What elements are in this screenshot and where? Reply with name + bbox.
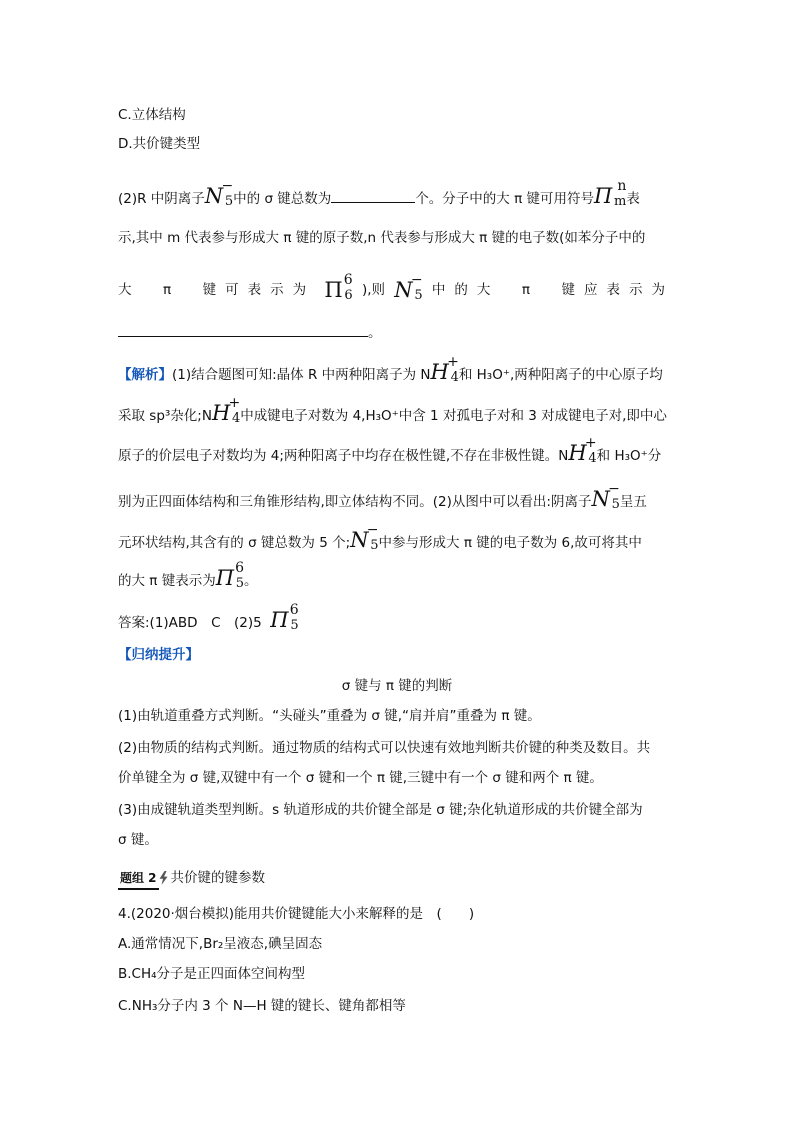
option-c: C.立体结构 <box>118 107 186 123</box>
benzene-pi-symbol: Π 6 6 <box>324 272 353 303</box>
summary-title: σ 键与 π 键的判断 <box>341 678 453 694</box>
n5-ion-symbol: N − 5 <box>204 178 234 209</box>
n5-ion-symbol: N − 5 <box>350 522 379 553</box>
analysis-line-6: 的大 π 键表示为Π 6 5 。 <box>118 560 258 591</box>
summary-tag: 【归纳提升】 <box>118 647 199 663</box>
answer-line: 答案:(1)ABD C (2)5 Π 6 5 <box>118 602 299 633</box>
nh4-symbol: H + 4 <box>568 435 597 466</box>
question-4-option-a: A.通常情况下,Br₂呈液态,碘呈固态 <box>118 936 323 952</box>
question-2-line-1: (2)R 中阴离子N − 5 中的 σ 键总数为 个。分子中的大 π 键可用符号Π n m 表 <box>118 178 640 209</box>
option-d: D.共价键类型 <box>118 136 201 152</box>
group-badge: 题组 2 <box>118 868 159 890</box>
analysis-line-4: 别为正四面体结构和三角锥形结构,即立体结构不同。(2)从图中可以看出:阴离子N − 5 呈五 <box>118 481 647 512</box>
pi-nm-symbol: Π n m <box>594 178 627 209</box>
n5-ion-symbol: N − 5 <box>394 272 423 303</box>
answer-blank-2 <box>118 322 368 337</box>
question-2-line-2: 示,其中 m 代表参与形成大 π 键的原子数,n 代表参与形成大 π 键的电子数(如苯分子中的 <box>118 230 646 246</box>
summary-point-2b: 价单键全为 σ 键,双键中有一个 σ 键和一个 π 键,三键中有一个 σ 键和两个 π 键。 <box>118 770 603 786</box>
question-4-option-c: C.NH₃分子内 3 个 N—H 键的键长、键角都相等 <box>118 998 406 1014</box>
summary-point-2a: (2)由物质的结构式判断。通过物质的结构式可以快速有效地判断共价键的种类及数目。共 <box>118 740 651 756</box>
group-heading <box>118 868 265 890</box>
n5-ion-symbol: N − 5 <box>591 481 620 512</box>
analysis-line-2: 采取 sp³杂化;NH + 4 中成键电子对数为 4,H₃O⁺中含 1 对孤电子对和 3 对成键电子对,即中心 <box>118 395 667 426</box>
summary-point-3a: (3)由成键轨道类型判断。s 轨道形成的共价键全部是 σ 键;杂化轨道形成的共价键全部为 <box>118 802 643 818</box>
group-title: 共价键的键参数 <box>170 870 266 886</box>
pi56-symbol: Π 6 5 <box>215 560 245 591</box>
lightning-icon <box>159 871 169 885</box>
analysis-line-1: 【解析】(1)结合题图可知:晶体 R 中两种阳离子为 NH + 4 和 H₃O⁺,两种阳离子的中心原子均 <box>118 354 663 385</box>
nh4-symbol: H + 4 <box>430 354 459 385</box>
analysis-tag: 【解析】 <box>118 367 172 383</box>
analysis-line-5: 元环状结构,其含有的 σ 键总数为 5 个;N − 5 中参与形成大 π 键的电子数为 6,故可将其中 <box>118 522 642 553</box>
summary-point-3b: σ 键。 <box>118 832 158 848</box>
nh4-symbol: H + 4 <box>211 395 241 426</box>
question-4: 4.(2020·烟台模拟)能用共价键键能大小来解释的是 ( ) <box>118 906 475 922</box>
question-2-line-4: 。 <box>118 322 382 343</box>
question-2-line-3: 大 π 键可表示为 Π 6 6 ),则 N − 5 中的大 π 键应表示为 <box>118 272 674 303</box>
pi56-symbol: Π 6 5 <box>270 602 299 633</box>
question-4-option-b: B.CH₄分子是正四面体空间构型 <box>118 966 306 982</box>
answer-blank-1 <box>331 188 415 203</box>
summary-point-1: (1)由轨道重叠方式判断。“头碰头”重叠为 σ 键,“肩并肩”重叠为 π 键。 <box>118 708 541 724</box>
analysis-line-3: 原子的价层电子对数均为 4;两种阳离子中均存在极性键,不存在非极性键。NH + 4 和 H₃O⁺分 <box>118 435 662 466</box>
